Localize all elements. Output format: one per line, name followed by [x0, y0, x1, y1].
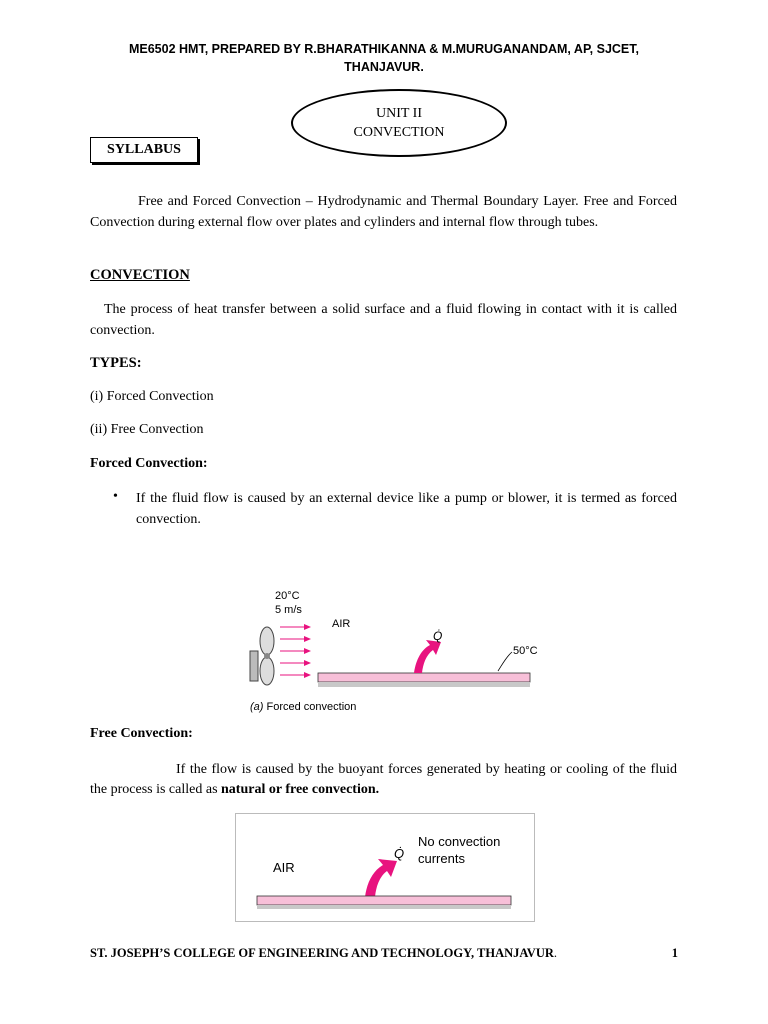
air-label: AIR	[273, 860, 295, 875]
footer-dot: .	[553, 946, 557, 960]
syllabus-label: SYLLABUS	[90, 137, 198, 163]
page-header	[70, 40, 698, 76]
plate-temperature: 50°C	[513, 645, 538, 657]
temperature-leader-line	[498, 652, 512, 671]
heat-flow-arrow	[414, 640, 441, 673]
no-currents-note-line-2: currents	[418, 851, 465, 866]
plate-base	[257, 905, 511, 909]
convection-definition: The process of heat transfer between a solid surface and a fluid flowing in contact with it is called convection.	[90, 302, 677, 338]
type-item-free: (ii) Free Convection	[90, 422, 204, 437]
header-line-1: ME6502 HMT, PREPARED BY R.BHARATHIKANNA & M.MURUGANANDAM, AP, SJCET,	[128, 42, 639, 56]
fan-mount	[250, 651, 258, 681]
header-line-2: THANJAVUR.	[344, 60, 424, 74]
inlet-temperature: 20°C	[275, 590, 300, 602]
footer-institution: ST. JOSEPH’S COLLEGE OF ENGINEERING AND TECHNOLOGY, THANJAVUR	[90, 946, 554, 960]
syllabus-text: Free and Forced Convection – Hydrodynamic and Thermal Boundary Layer. Free and Forced Convection during external flow over plates and cylinders and internal flow through tubes.	[90, 194, 677, 230]
air-label: AIR	[332, 618, 351, 630]
plate-base	[318, 682, 530, 687]
unit-number: UNIT II	[375, 106, 422, 121]
heat-rate-label: Q̇	[433, 629, 443, 643]
figure-a-caption: (a) Forced convection	[250, 701, 357, 713]
heated-plate	[257, 896, 511, 905]
forced-heading: Forced Convection:	[90, 456, 208, 471]
free-text-plain: If the flow is caused by the buoyant forces generated by heating or cooling of the fluid the process is called as	[90, 762, 677, 797]
inlet-speed: 5 m/s	[275, 604, 302, 616]
free-convection-figure	[235, 813, 535, 922]
free-heading: Free Convection:	[90, 726, 193, 741]
unit-title	[291, 104, 507, 142]
forced-convection-figure	[240, 585, 550, 720]
type-item-forced: (i) Forced Convection	[90, 389, 214, 404]
heated-plate	[318, 673, 530, 682]
fan-icon	[260, 627, 274, 685]
page-footer	[90, 946, 678, 961]
convection-heading: CONVECTION	[90, 267, 190, 283]
air-flow-arrows	[280, 627, 310, 675]
free-text-bold: natural or free convection.	[221, 782, 380, 797]
heat-rate-label: Q̇	[394, 846, 405, 861]
page-number: 1	[671, 946, 678, 960]
no-currents-note-line-1: No convection	[418, 834, 501, 849]
unit-topic: CONVECTION	[353, 125, 445, 140]
types-heading: TYPES:	[90, 355, 142, 371]
free-convection-text	[90, 760, 677, 800]
bullet-marker: •	[113, 489, 118, 504]
forced-bullet-text: If the fluid flow is caused by an external device like a pump or blower, it is termed as forced convection.	[136, 491, 677, 527]
